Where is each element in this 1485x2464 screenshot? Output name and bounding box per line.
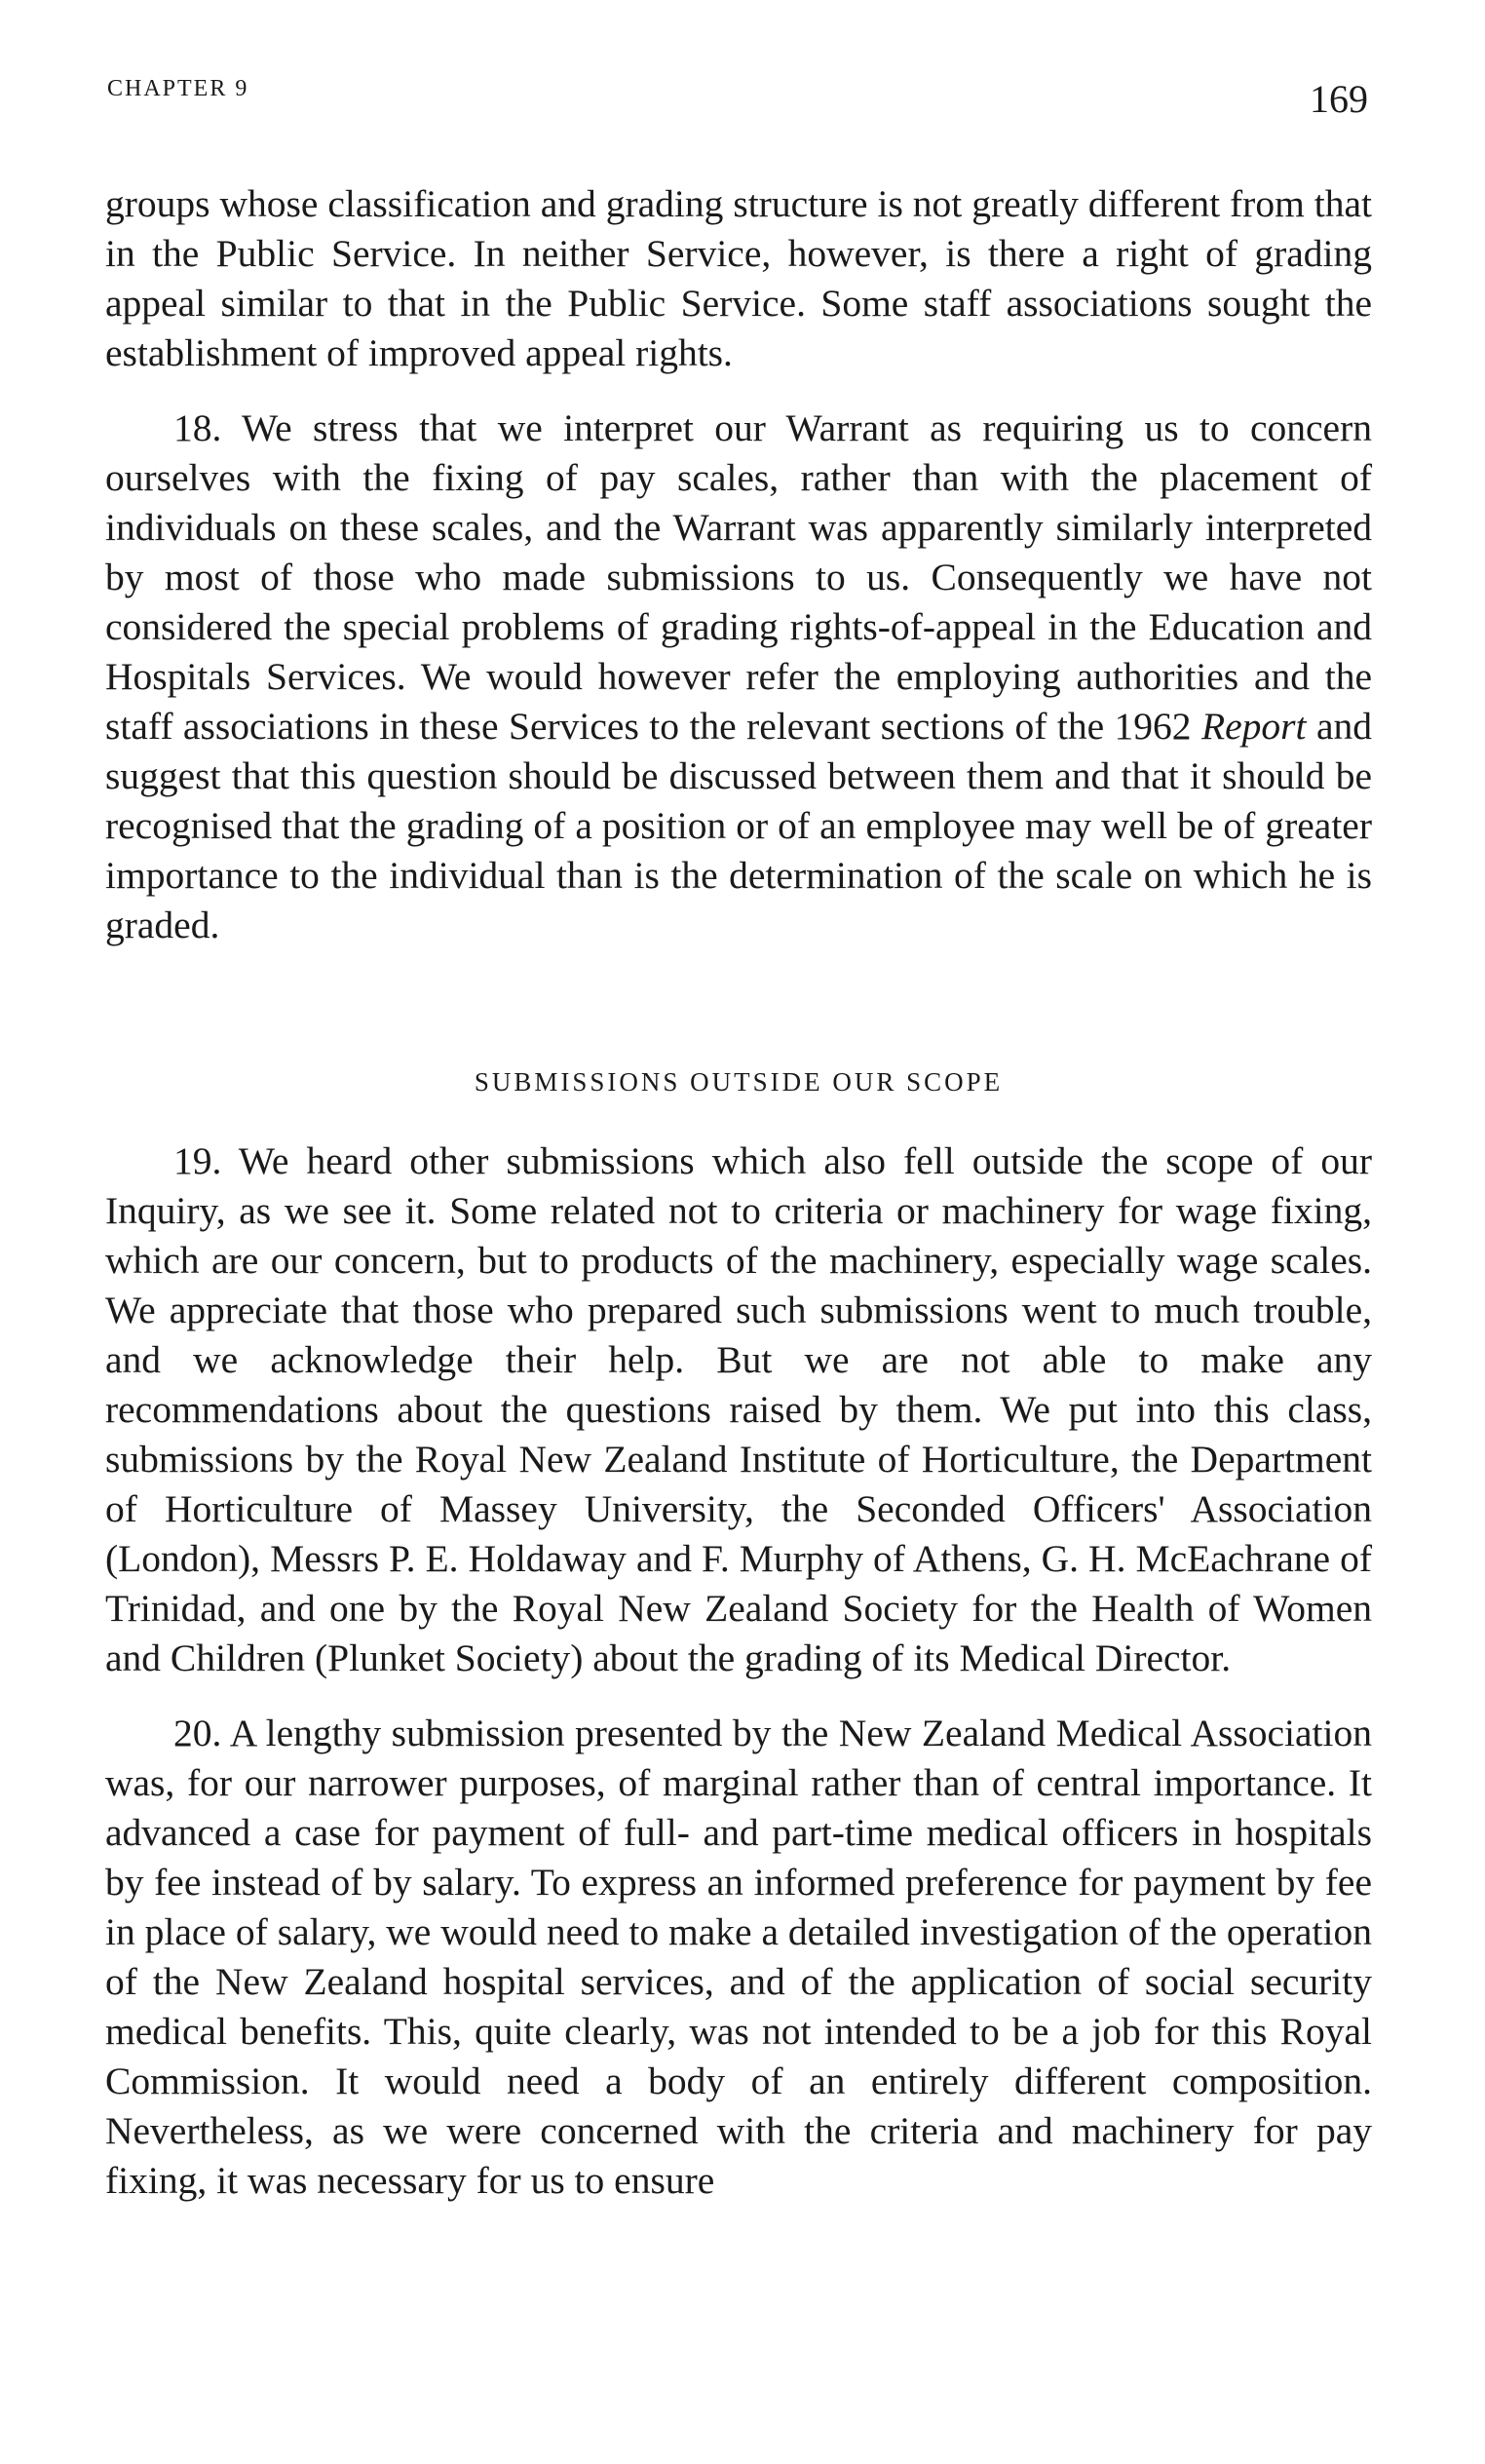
paragraph-18	[105, 404, 1372, 950]
paragraph-18-end: and suggest that this question should be discussed between them and that it should be recognised that the grading of a position or of an employee may well be of greater importance to the individual than is the determination of the scale on which he is graded.	[105, 705, 1372, 946]
section-heading: SUBMISSIONS OUTSIDE OUR SCOPE	[474, 1067, 1004, 1097]
paragraph-19: 19. We heard other submissions which also fell outside the scope of our Inquiry, as we see it. Some related not to criteria or machinery for wage fixing, which are our concern, but to products of the machinery, especially wage scales. We appreciate that those who prepared such submissions went to much trouble, and we acknowledge their help. But we are not able to make any recommendations about the questions raised by them. We put into this class, submissions by the Royal New Zealand Institute of Horticulture, the Department of Horticulture of Massey University, the Seconded Officers' Association (London), Messrs P. E. Holdaway and F. Murphy of Athens, G. H. McEachrane of Trinidad, and one by the Royal New Zealand Society for the Health of Women and Children (Plunket Society) about the grading of its Medical Director.	[105, 1139, 1372, 1679]
running-head: CHAPTER 9	[107, 76, 249, 101]
paragraph-18-start: 18. We stress that we interpret our Warrant as requiring us to concern ourselves with the fixing of pay scales, rather than with the placement of individuals on these scales, and the Warrant was apparently similarly interpreted by most of those who made submissions to us. Consequently we have not considered the special problems of grading rights-of-appeal in the Education and Hospitals Services. We would however refer the employing authorities and the staff associations in these Services to the relevant sections of the 1962	[105, 406, 1372, 748]
page-number: 169	[1310, 77, 1368, 121]
paragraph-20: 20. A lengthy submission presented by the New Zealand Medical Association was, for our narrower purposes, of marginal rather than of central importance. It advanced a case for payment of full- and part-time medical officers in hospitals by fee instead of by salary. To express an informed preference for payment by fee in place of salary, we would need to make a detailed investigation of the operation of the New Zealand hospital services, and of the application of social security medical benefits. This, quite clearly, was not intended to be a job for this Royal Commission. It would need a body of an entirely different composition. Nevertheless, as we were concerned with the criteria and machinery for pay fixing, it was necessary for us to ensure	[105, 1712, 1372, 2202]
paragraph-continued: groups whose classification and grading structure is not greatly different from that in the Public Service. In neither Service, however, is there a right of grading appeal similar to that in the Public Service. Some staff associations sought the establishment of improved appeal rights.	[105, 182, 1372, 374]
report-italic: Report	[1201, 705, 1307, 748]
body-text	[105, 179, 1372, 2206]
